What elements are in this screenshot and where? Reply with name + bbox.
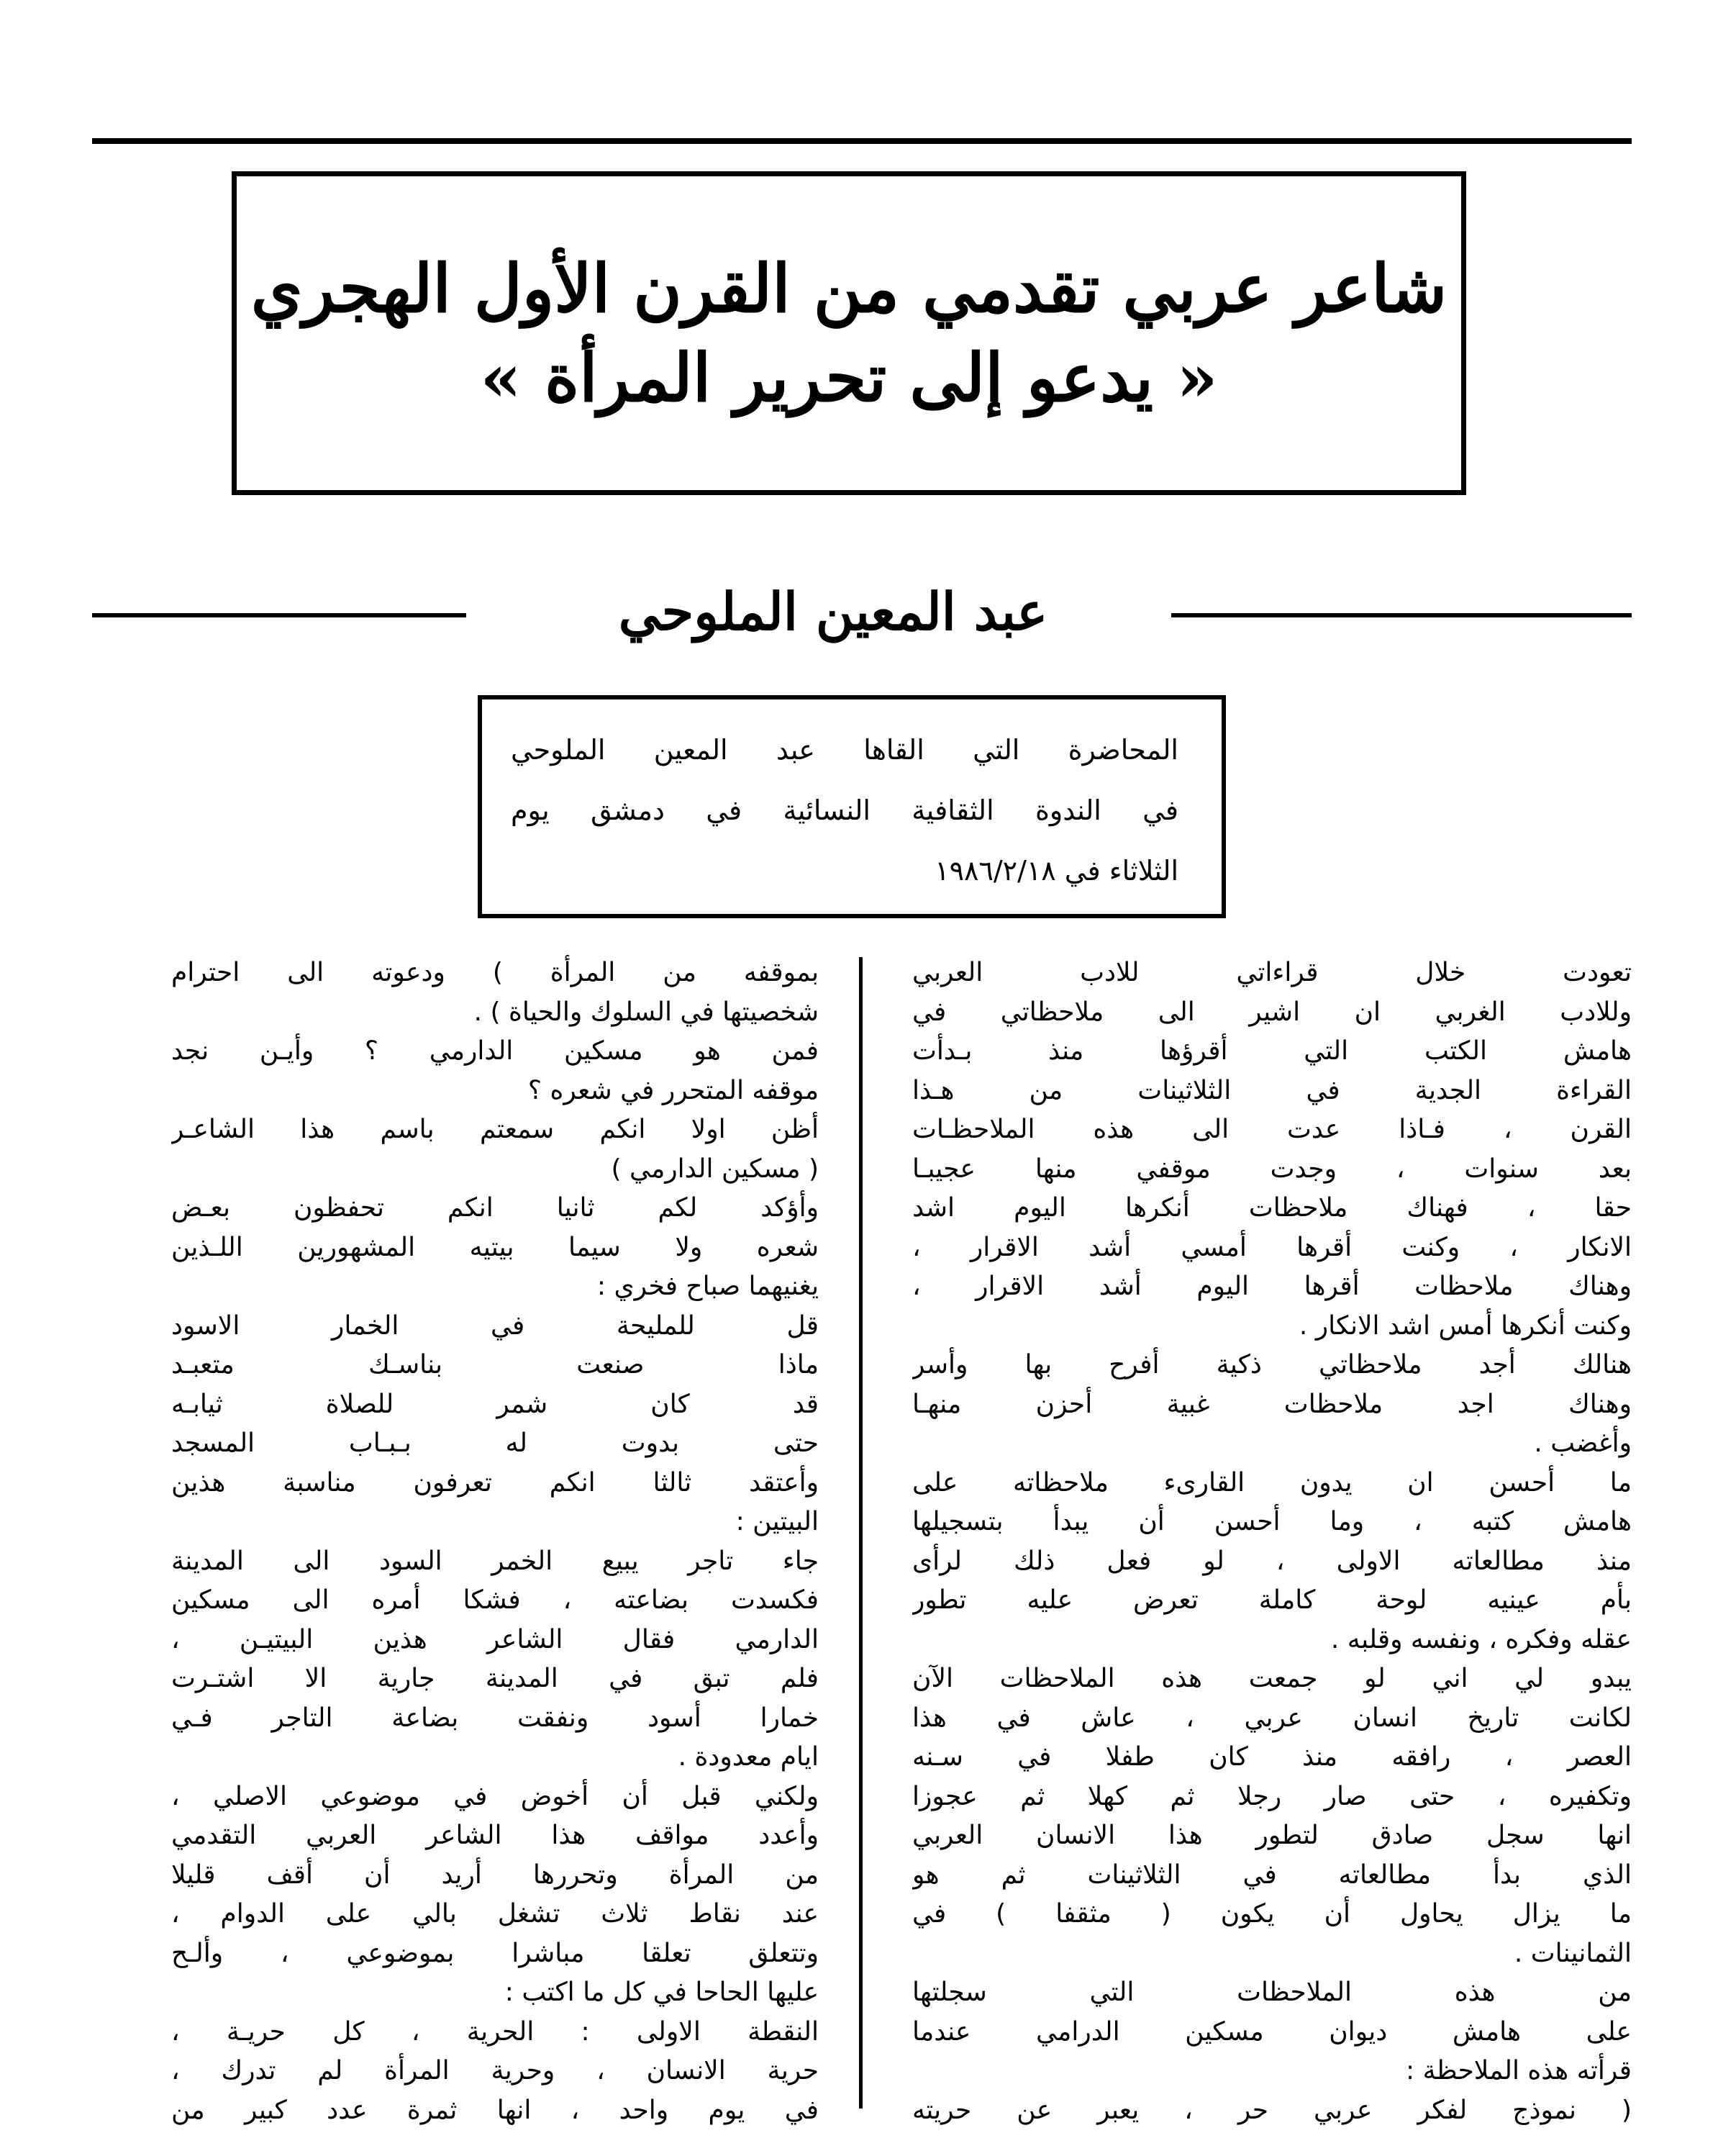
text-line: وهناك ملاحظات أقرها اليوم أشد الاقرار ، (912, 1272, 1632, 1301)
text-line: عند نقاط ثلاث تشغل بالي على الدوام ، (171, 1899, 819, 1929)
column-right (912, 954, 1632, 2130)
text-line: من هذه الملاحظات التي سجلتها (912, 1978, 1632, 2007)
text-line: الذي بدأ مطالعاته في الثلاثينات ثم هو (912, 1860, 1632, 1890)
text-line: قرأته هذه الملاحظة : (1406, 2056, 1632, 2085)
intro-line: الثلاثاء في ١٩٨٦/٢/١٨ (935, 855, 1178, 887)
text-line: عقله وفكره ، ونفسه وقلبه . (1330, 1624, 1632, 1654)
text-line: وأعتقد ثالثا انكم تعرفون مناسبة هذين (171, 1467, 819, 1498)
text-line: وهناك اجد ملاحظات غبية أحزن منهـا (912, 1389, 1632, 1419)
text-line: وتتعلق تعلقا مباشرا بموضوعي ، وألـح (171, 1938, 819, 1968)
text-line: من المرأة وتحررها أريد أن أقف قليلا (171, 1860, 819, 1890)
text-line: وتكفيره ، حتى صار رجلا ثم كهلا ثم عجوزا (912, 1781, 1632, 1811)
column-divider (859, 957, 863, 2109)
text-line: فلم تبق في المدينة جارية الا اشتـرت (171, 1664, 819, 1693)
text-line: يبدو لي اني لو جمعت هذه الملاحظات الآن (912, 1664, 1632, 1693)
text-line: عليها الحاحا في كل ما اكتب : (504, 1978, 819, 2007)
author-name: عبد المعين الملوحي (618, 581, 1048, 642)
text-line: على هامش ديوان مسكين الدرامي عندما (912, 2016, 1632, 2047)
text-line: حقا ، فهناك ملاحظات أنكرها اليوم اشد (912, 1193, 1632, 1223)
text-line: لكانت تاريخ انسان عربي ، عاش في هذا (912, 1703, 1632, 1733)
text-line: وللادب الغربي ان اشير الى ملاحظاتي في (912, 997, 1632, 1027)
intro-box (478, 695, 1226, 918)
text-line: فكسدت بضاعته ، فشكا أمره الى مسكين (171, 1585, 819, 1615)
text-line: ايام معدودة . (678, 1742, 819, 1772)
text-line: يغنيهما صباح فخري : (596, 1272, 819, 1301)
text-line: شخصيتها في السلوك والحياة ) . (473, 997, 819, 1027)
text-line: الدارمي فقال الشاعر هذين البيتيـن ، (171, 1624, 819, 1654)
text-line: بعد سنوات ، وجدت موقفي منها عجيبـا (912, 1154, 1632, 1184)
author-divider-left (92, 613, 466, 617)
text-line: ولكني قبل أن أخوض في موضوعي الاصلي ، (171, 1781, 819, 1811)
text-line: قل للمليحة في الخمار الاسود (171, 1310, 819, 1341)
text-line: الانكار ، وكنت أقرها أمسي أشد الاقرار ، (912, 1232, 1632, 1262)
text-line: القرن ، فـاذا عدت الى هذه الملاحظـات (912, 1115, 1632, 1144)
text-line: قد كان شمر للصلاة ثيابـه (171, 1389, 819, 1419)
text-line: انها سجل صادق لتطور هذا الانسان العربي (912, 1821, 1632, 1850)
text-line: بأم عينيه لوحة كاملة تعرض عليه تطور (912, 1585, 1632, 1615)
author-row (92, 583, 1632, 640)
text-line: وأغضب . (1534, 1428, 1632, 1458)
article-subtitle: « يدعو إلى تحرير المرأة » (480, 339, 1218, 417)
text-line: موقفه المتحرر في شعره ؟ (527, 1075, 819, 1105)
text-line: خمارا أسود ونفقت بضاعة التاجر فـي (171, 1703, 819, 1733)
text-line: ( مسكين الدارمي ) (611, 1154, 819, 1184)
text-line: وكنت أنكرها أمس اشد الانكار . (1299, 1310, 1632, 1341)
text-line: هنالك أجد ملاحظاتي ذكية أفرح بها وأسر (912, 1350, 1632, 1380)
text-line: وأعدد مواقف هذا الشاعر العربي التقدمي (171, 1821, 819, 1850)
text-line: في يوم واحد ، انها ثمرة عدد كبير من (171, 2095, 819, 2125)
text-line: العصر ، رافقه منذ كان طفلا في سـنه (912, 1742, 1632, 1772)
text-line: جاء تاجر يبيع الخمر السود الى المدينة (171, 1546, 819, 1576)
text-line: ما أحسن ان يدون القارىء ملاحظاته على (912, 1467, 1632, 1498)
intro-line: المحاضرة التي القاها عبد المعين الملوحي (511, 734, 1178, 766)
text-line: هامش الكتب التي أقرؤها منذ بـدأت (912, 1036, 1632, 1066)
text-line: ( نموذج لفكر عربي حر ، يعبر عن حريته (912, 2095, 1632, 2125)
text-line: أظن اولا انكم سمعتم باسم هذا الشاعـر (171, 1115, 819, 1144)
text-line: شعره ولا سيما بيتيه المشهورين اللـذين (171, 1232, 819, 1262)
intro-line: في الندوة الثقافية النسائية في دمشق يوم (511, 794, 1178, 826)
text-line: النقطة الاولى : الحرية ، كل حريـة ، (171, 2016, 819, 2047)
text-line: ماذا صنعت بناسـك متعبـد (171, 1350, 819, 1380)
text-line: القراءة الجدية في الثلاثينات من هـذا (912, 1075, 1632, 1105)
top-divider (92, 138, 1632, 144)
text-line: منذ مطالعاته الاولى ، لو فعل ذلك لرأى (912, 1546, 1632, 1576)
text-line: الثمانينات . (1514, 1938, 1632, 1968)
text-line: تعودت خلال قراءاتي للادب العربي (912, 958, 1632, 987)
text-line: حتى بدوت له بـبـاب المسجد (171, 1428, 819, 1458)
text-line: فمن هو مسكين الدارمي ؟ وأيـن نجد (171, 1036, 819, 1066)
text-line: وأؤكد لكم ثانيا انكم تحفظون بعـض (171, 1193, 819, 1223)
article-title: شاعر عربي تقدمي من القرن الأول الهجري (250, 249, 1447, 327)
text-line: حرية الانسان ، وحرية المرأة لم تدرك ، (171, 2056, 819, 2085)
text-line: ما يزال يحاول أن يكون ( مثقفا ) في (912, 1899, 1632, 1929)
column-left (171, 954, 819, 2130)
title-box (232, 171, 1466, 495)
text-line: بموقفه من المرأة ) ودعوته الى احترام (171, 958, 819, 987)
author-divider-right (1171, 613, 1632, 617)
text-line: البيتين : (735, 1507, 819, 1536)
text-line: هامش كتبه ، وما أحسن أن يبدأ بتسجيلها (912, 1507, 1632, 1536)
